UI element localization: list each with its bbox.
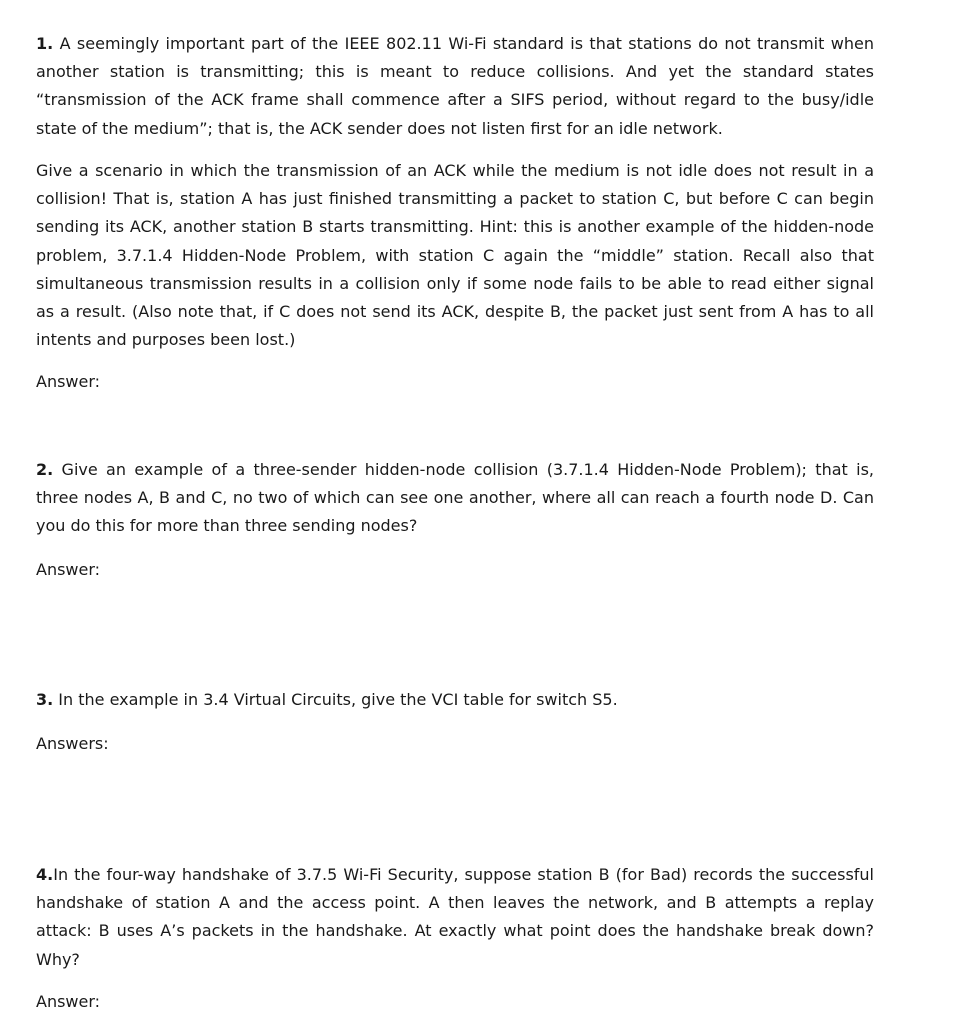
question-2-paragraph xyxy=(36,456,874,541)
question-1-paragraph-1 xyxy=(36,30,874,143)
question-1-text: A seemingly important part of the IEEE 802.11 Wi-Fi standard is that stations do not transmit when another station is transmitting; this is meant to reduce collisions. And yet the standard states “transmission of the ACK frame shall commence after a SIFS period, without regard to the busy/idle state of the medium”; that is, the ACK sender does not listen first for an idle network. xyxy=(36,34,874,138)
question-3-number: 3. xyxy=(36,690,54,709)
answer-label-1: Answer: xyxy=(36,372,101,391)
question-4-paragraph xyxy=(36,861,874,974)
question-1 xyxy=(36,30,874,143)
question-1-paragraph-2: Give a scenario in which the transmission of an ACK while the medium is not idle does not result in a collision! That is, station A has just finished transmitting a packet to station C, but before C can begin sending its ACK, another station B starts transmitting. Hint: this is another example of the hidden-node problem, 3.7.1.4 Hidden-Node Problem, with station C again the “middle” station. Recall also that simultaneous transmission results in a collision only if some node fails to be able to read either signal as a result. (Also note that, if C does not send its ACK, despite B, the packet just sent from A has to all intents and purposes been lost.) xyxy=(36,161,874,350)
question-3-text: In the example in 3.4 Virtual Circuits, give the VCI table for switch S5. xyxy=(53,690,618,709)
answer-label-4: Answer: xyxy=(36,992,101,1011)
question-3 xyxy=(36,686,916,714)
question-1-number: 1. xyxy=(36,34,54,53)
question-4 xyxy=(36,861,874,974)
question-3-paragraph xyxy=(36,686,916,714)
question-2-text: Give an example of a three-sender hidden-node collision (3.7.1.4 Hidden-Node Problem); that is, three nodes A, B and C, no two of which can see one another, where all can reach a fourth node D. Can you do this for more than three sending nodes? xyxy=(36,460,874,536)
answer-label-2: Answer: xyxy=(36,560,101,579)
question-2 xyxy=(36,456,874,541)
question-2-number: 2. xyxy=(36,460,54,479)
question-4-text: In the four-way handshake of 3.7.5 Wi-Fi Security, suppose station B (for Bad) records the successful handshake of station A and the access point. A then leaves the network, and B attempts a replay attack: B uses A’s packets in the handshake. At exactly what point does the handshake break down? Why? xyxy=(36,865,874,969)
answer-label-3: Answers: xyxy=(36,734,109,753)
question-4-number: 4. xyxy=(36,865,54,884)
